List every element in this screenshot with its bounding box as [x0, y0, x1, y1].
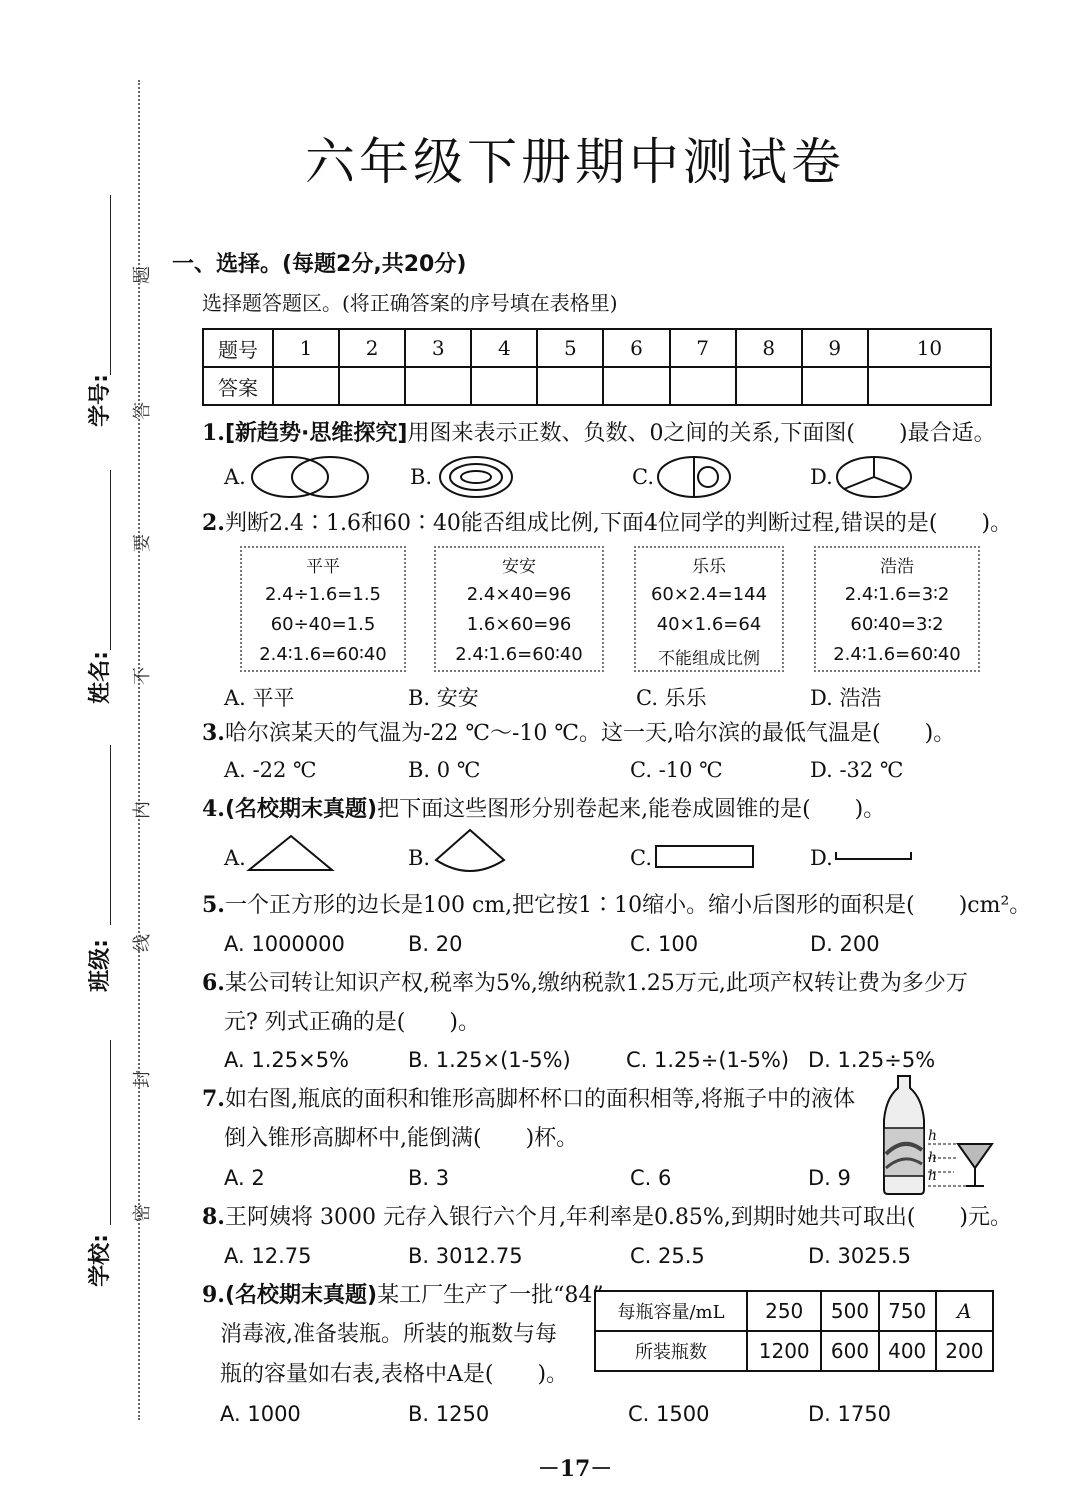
q4-option-c-rectangle-icon — [654, 844, 756, 870]
q3-option-a[interactable]: A. -22 ℃ — [224, 758, 317, 782]
answer-table-number: 9 — [802, 329, 868, 367]
question-text: 判断2.4∶1.6和60∶40能否组成比例,下面4位同学的判断过程,错误的是( )。 — [224, 511, 1013, 536]
answer-table-number: 10 — [868, 329, 991, 367]
answer-table — [202, 328, 992, 406]
q9-option-d[interactable]: D. 1750 — [808, 1402, 891, 1426]
question-tag: (名校期末真题) — [224, 797, 378, 822]
q8-option-c[interactable]: C. 25.5 — [630, 1244, 705, 1268]
student-box-anan — [434, 546, 604, 672]
q6-option-b[interactable]: B. 1.25×(1-5%) — [408, 1048, 571, 1072]
student-line: 60÷40=1.5 — [270, 614, 376, 635]
student-line: 60×2.4=144 — [650, 584, 768, 605]
option-letter: C. — [630, 846, 652, 870]
q1-option-c[interactable] — [632, 465, 654, 489]
q5-option-d[interactable]: D. 200 — [810, 932, 880, 956]
school-blank — [110, 1040, 111, 1225]
answer-cell[interactable] — [339, 367, 405, 405]
q3-option-b[interactable]: B. 0 ℃ — [408, 758, 481, 782]
option-letter: A. — [224, 465, 246, 489]
question-number: 1. — [202, 420, 225, 446]
q7-option-c[interactable]: C. 6 — [630, 1166, 672, 1190]
bottles-row-label: 所装瓶数 — [595, 1331, 747, 1371]
question-text: 一个正方形的边长是100 cm,把它按1∶10缩小。缩小后图形的面积是( )cm²。 — [224, 893, 1032, 918]
question-text: 哈尔滨某天的气温为-22 ℃～-10 ℃。这一天,哈尔滨的最低气温是( )。 — [224, 721, 956, 746]
answer-table-number: 7 — [670, 329, 736, 367]
capacity-cell: 500 — [821, 1291, 878, 1331]
seal-char: 答 — [132, 402, 153, 420]
option-letter: B. — [408, 846, 431, 870]
q4-option-d-thin-rectangle-icon — [834, 850, 914, 862]
student-line: 不能组成比例 — [658, 649, 760, 669]
answer-table-number: 4 — [471, 329, 537, 367]
name-label: 姓名: — [87, 651, 113, 704]
bottles-cell: 400 — [879, 1331, 936, 1371]
bottles-cell: 1200 — [747, 1331, 821, 1371]
question-number: 7. — [202, 1086, 225, 1112]
q2-option-a[interactable]: A. 平平 — [224, 686, 295, 710]
q6-option-a[interactable]: A. 1.25×5% — [224, 1048, 350, 1072]
student-name: 浩浩 — [880, 557, 914, 577]
q1-option-a[interactable] — [224, 465, 246, 489]
seal-char: 不 — [132, 667, 153, 685]
question-3 — [202, 718, 955, 749]
page-title: 六年级下册期中测试卷 — [305, 133, 845, 191]
seal-char: 内 — [132, 801, 153, 819]
answer-table-answer-label: 答案 — [203, 367, 273, 405]
question-text: 用图来表示正数、负数、0之间的关系,下面图( )最合适。 — [407, 421, 996, 446]
q1-option-c-divided-circle-icon — [656, 455, 736, 501]
answer-cell[interactable] — [603, 367, 669, 405]
answer-cell[interactable] — [273, 367, 339, 405]
question-8 — [202, 1202, 1012, 1233]
answer-table-number: 1 — [273, 329, 339, 367]
answer-cell[interactable] — [471, 367, 537, 405]
question-text: 王阿姨将 3000 元存入银行六个月,年利率是0.85%,到期时她共可取出( )元。 — [224, 1205, 1012, 1230]
student-name: 乐乐 — [692, 557, 726, 577]
seal-char: 封 — [132, 1070, 153, 1088]
q8-option-a[interactable]: A. 12.75 — [224, 1244, 312, 1268]
q1-option-b[interactable] — [410, 465, 432, 489]
q4-option-d[interactable] — [810, 846, 833, 870]
q1-option-a-venn-icon — [248, 455, 373, 501]
q7-option-d[interactable]: D. 9 — [808, 1166, 851, 1190]
bottles-cell: 600 — [821, 1331, 878, 1371]
question-2 — [202, 508, 1012, 539]
student-line: 2.4∶1.6=3∶2 — [844, 584, 950, 605]
student-box-haohao — [814, 546, 980, 672]
question-9-line2: 消毒液,准备装瓶。所装的瓶数与每 — [220, 1322, 557, 1347]
q3-option-d[interactable]: D. -32 ℃ — [810, 758, 904, 782]
seal-char: 密 — [132, 1204, 153, 1222]
name-blank — [110, 470, 111, 650]
class-label: 班级: — [87, 939, 113, 992]
q4-option-a-triangle-icon — [246, 832, 336, 874]
student-name: 平平 — [306, 557, 340, 577]
question-6 — [202, 968, 968, 999]
question-text: 如右图,瓶底的面积和锥形高脚杯杯口的面积相等,将瓶子中的液体 — [224, 1087, 855, 1112]
student-line: 1.6×60=96 — [466, 614, 572, 635]
q6-option-d[interactable]: D. 1.25÷5% — [808, 1048, 936, 1072]
seal-char: 题 — [132, 266, 153, 284]
q4-option-c[interactable] — [630, 846, 652, 870]
question-6-line2: 元? 列式正确的是( )。 — [224, 1010, 480, 1035]
option-letter: B. — [410, 465, 433, 489]
option-letter: C. — [632, 465, 654, 489]
capacity-row-label: 每瓶容量/mL — [595, 1291, 747, 1331]
question-number: 3. — [202, 720, 225, 746]
student-id-blank — [110, 195, 111, 375]
q8-option-d[interactable]: D. 3025.5 — [808, 1244, 912, 1268]
answer-table-number: 6 — [603, 329, 669, 367]
student-line: 60∶40=3∶2 — [850, 614, 944, 635]
q9-option-b[interactable]: B. 1250 — [408, 1402, 490, 1426]
student-line: 2.4∶1.6=60∶40 — [833, 644, 961, 665]
school-label: 学校: — [87, 1234, 113, 1287]
capacity-cell: 250 — [747, 1291, 821, 1331]
q4-option-b[interactable] — [408, 846, 430, 870]
question-number: 4. — [202, 796, 225, 822]
answer-table-number-label: 题号 — [203, 329, 273, 367]
student-line: 2.4÷1.6=1.5 — [264, 584, 382, 605]
q5-option-b[interactable]: B. 20 — [408, 932, 463, 956]
seal-char: 线 — [132, 934, 153, 952]
q3-option-c[interactable]: C. -10 ℃ — [630, 758, 723, 782]
answer-table-number: 5 — [537, 329, 603, 367]
question-text: 某公司转让知识产权,税率为5%,缴纳税款1.25万元,此项产权转让费为多少万 — [224, 971, 968, 996]
answer-area-note: 选择题答题区。(将正确答案的序号填在表格里) — [202, 291, 618, 315]
question-9 — [202, 1280, 604, 1311]
question-tag: [新趋势·思维探究] — [224, 421, 408, 446]
capacity-cell: 750 — [879, 1291, 936, 1331]
student-line: 2.4×40=96 — [466, 584, 572, 605]
question-5 — [202, 890, 1031, 921]
answer-cell[interactable] — [802, 367, 868, 405]
height-label: h — [928, 1150, 938, 1166]
q1-option-d[interactable] — [810, 465, 833, 489]
student-line: 40×1.6=64 — [656, 614, 762, 635]
student-line: 2.4∶1.6=60∶40 — [455, 644, 583, 665]
student-box-pingping — [240, 546, 406, 672]
page-number: －17－ — [537, 1456, 613, 1482]
height-label: h — [928, 1128, 938, 1144]
student-name: 安安 — [502, 557, 536, 577]
question-number: 8. — [202, 1204, 225, 1230]
q9-option-c[interactable]: C. 1500 — [628, 1402, 710, 1426]
q5-option-c[interactable]: C. 100 — [630, 932, 699, 956]
q9-option-a[interactable]: A. 1000 — [220, 1402, 301, 1426]
answer-table-number: 2 — [339, 329, 405, 367]
question-9-line3: 瓶的容量如右表,表格中A是( )。 — [220, 1362, 569, 1387]
option-letter: D. — [810, 846, 833, 870]
q1-option-d-pie-icon — [834, 455, 916, 501]
q2-option-d[interactable]: D. 浩浩 — [810, 686, 882, 710]
option-letter: A. — [224, 846, 246, 870]
question-text: 某工厂生产了一批“84” — [377, 1283, 604, 1308]
question-text: 把下面这些图形分别卷起来,能卷成圆锥的是( )。 — [377, 797, 886, 822]
question-7-line2: 倒入锥形高脚杯中,能倒满( )杯。 — [224, 1126, 579, 1151]
answer-cell[interactable] — [868, 367, 991, 405]
class-blank — [110, 745, 111, 925]
q6-option-c[interactable]: C. 1.25÷(1-5%) — [626, 1048, 790, 1072]
answer-table-number: 8 — [736, 329, 802, 367]
question-7 — [202, 1084, 855, 1115]
q2-option-c[interactable]: C. 乐乐 — [636, 686, 707, 710]
answer-cell[interactable] — [537, 367, 603, 405]
height-label: h — [928, 1168, 938, 1184]
q1-option-b-nested-ellipses-icon — [436, 455, 516, 501]
question-4 — [202, 794, 885, 825]
bottles-cell: 200 — [936, 1331, 993, 1371]
q8-option-b[interactable]: B. 3012.75 — [408, 1244, 523, 1268]
option-letter: D. — [810, 465, 833, 489]
q2-option-b[interactable]: B. 安安 — [408, 686, 479, 710]
question-1 — [202, 418, 996, 449]
capacity-cell-unknown: A — [936, 1291, 993, 1331]
capacity-table — [594, 1290, 994, 1372]
question-number: 2. — [202, 510, 225, 536]
answer-cell[interactable] — [736, 367, 802, 405]
question-number: 9. — [202, 1282, 225, 1308]
q7-option-a[interactable]: A. 2 — [224, 1166, 265, 1190]
student-id-label: 学号: — [87, 374, 113, 427]
student-line: 2.4∶1.6=60∶40 — [259, 644, 387, 665]
answer-cell[interactable] — [405, 367, 471, 405]
question-tag: (名校期末真题) — [224, 1283, 378, 1308]
answer-cell[interactable] — [670, 367, 736, 405]
question-number: 6. — [202, 970, 225, 996]
answer-table-number: 3 — [405, 329, 471, 367]
q4-option-b-sector-icon — [432, 826, 508, 876]
seal-char: 要 — [132, 534, 153, 552]
section-heading: 一、选择。(每题2分,共20分) — [172, 252, 467, 277]
q7-option-b[interactable]: B. 3 — [408, 1166, 450, 1190]
q5-option-a[interactable]: A. 1000000 — [224, 932, 345, 956]
question-number: 5. — [202, 892, 225, 918]
student-box-lele — [634, 546, 784, 672]
q4-option-a[interactable] — [224, 846, 246, 870]
